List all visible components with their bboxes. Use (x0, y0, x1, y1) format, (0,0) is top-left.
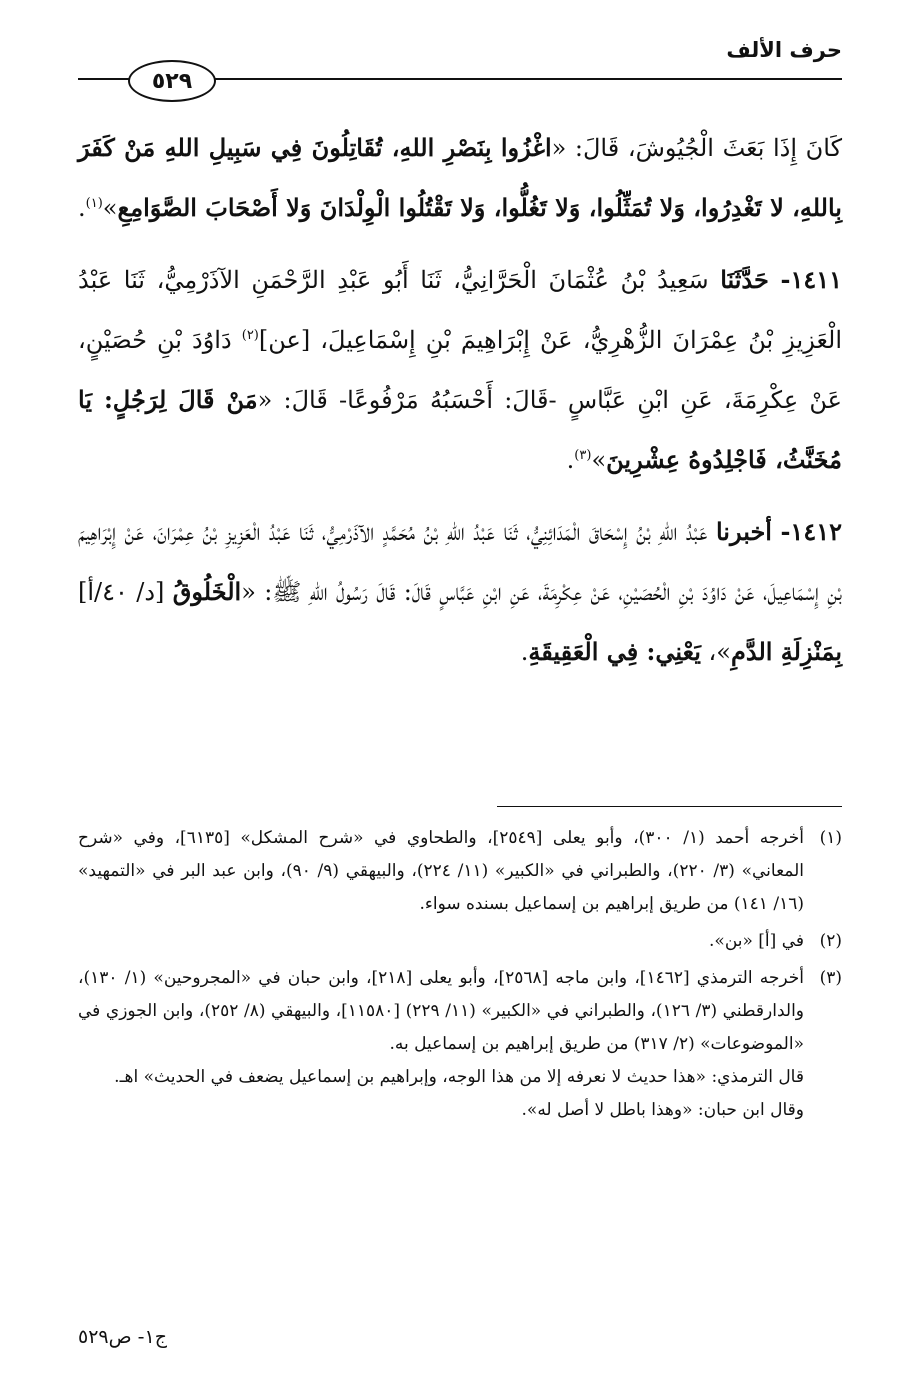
hadith-continuation (78, 118, 842, 238)
text-run: سَعِيدُ بْنُ عُثْمَانَ الْحَرَّانِيُّ، ثَنَا أَبُو عَبْدِ الرَّحْمَنِ الآذَرْمِيُّ، ثَنَا عَبْدُ الْعَزِيزِ بْنُ عِمْرَانَ الزُّهْرِيُّ، عَنْ إِبْرَاهِيمَ بْنِ إِسْمَاعِيلَ، [عن] (78, 266, 842, 354)
transmission-word: حَدَّثَنَا (720, 265, 769, 294)
footnote-ref-3: (٣) (574, 448, 592, 463)
text-run: » (591, 446, 607, 474)
footnote-text: وقال ابن حبان: «وهذا باطل لا أصل له». (521, 1100, 804, 1120)
footnote-body (78, 962, 804, 1127)
footnote-text: أخرجه أحمد (١/ ٣٠٠)، وأبو يعلى [٢٥٤٩]، والطحاوي في «شرح المشكل» [٦١٣٥]، وفي «شرح المعاني» (٣/ ٢٢٠)، والطبراني في «الكبير» (١١/ ٢٢٤)، والبيهقي (٩/ ٩٠)، وابن عبد البر في «التمهيد» (١٦/ ١٤١) من طريق إبراهيم بن إسماعيل بسنده سواء. (78, 828, 805, 914)
hadith-quote: اغْزُوا بِنَصْرِ اللهِ، تُقَاتِلُونَ فِي سَبِيلِ اللهِ مَنْ كَفَرَ بِاللهِ، لا تَغْدِرُوا، وَلا تُمَثِّلُوا، وَلا تَغُلُّوا، وَلا تَقْتُلُوا الْوِلْدَانَ وَلا أَصْحَابَ الصَّوَامِعِ (78, 133, 842, 222)
explanation: يَعْنِي: فِي الْعَقِيقَةِ (528, 637, 701, 666)
hadith-1411 (78, 250, 842, 490)
hadith-quote: الْخَلُوقُ (172, 577, 242, 606)
text-run: »، (700, 638, 731, 666)
running-header-title: حرف الألف (726, 38, 842, 62)
page-number: ٥٢٩ (128, 60, 216, 102)
text-run: . (520, 638, 529, 666)
footnote-marker: (٣) (819, 968, 842, 988)
footnote-marker: (٢) (819, 931, 842, 951)
volume-page-mark: ج١- ص٥٢٩ (78, 1326, 167, 1348)
footnote-marker: (١) (819, 828, 842, 848)
text-run: كَانَ إِذَا بَعَثَ الْجُيُوشَ، قَالَ: « (551, 134, 842, 162)
text-run: » (102, 194, 118, 222)
footnote-body (78, 822, 804, 921)
footnote-separator (497, 806, 842, 807)
footnote-body (78, 925, 804, 958)
hadith-number: ١٤١٢- (780, 517, 842, 546)
hadith-1412 (78, 502, 842, 682)
hadith-number: ١٤١١- (780, 265, 842, 294)
footnote-1 (78, 822, 842, 921)
text-run: . (77, 194, 86, 222)
hadith-quote: مَنْ قَالَ لِرَجُلٍ: يَا مُخَنَّثُ، فَاجْلِدُوهُ عِشْرِينَ (78, 385, 842, 474)
transmission-word: أخبرنا (715, 517, 772, 546)
manuscript-reference: [د/ ٤٠/أ] (78, 578, 173, 606)
footnote-ref-2: (٢) (241, 328, 259, 343)
footnote-2 (78, 925, 842, 958)
text-run: دَاوُدَ بْنِ حُصَيْنٍ، عَنْ عِكْرِمَةَ، عَنِ ابْنِ عَبَّاسٍ -قَالَ: أَحْسَبُهُ مَرْفُوعًا- قَالَ: « (78, 326, 842, 414)
footnote-ref-1: (١) (85, 196, 103, 211)
footnote-text: في [أ] «بن». (709, 931, 804, 951)
main-text (78, 118, 842, 694)
text-run: . (566, 446, 575, 474)
footnote-text: أخرجه الترمذي [١٤٦٢]، وابن ماجه [٢٥٦٨]، وأبو يعلى [٢١٨]، وابن حبان في «المجروحين» (١/ ١٣٠)، والدارقطني (٣/ ١٢٦)، والطبراني في «الكبير» (١١/ ٢٢٩) [١١٥٨٠]، والبيهقي (٨/ ٢٥٢)، وابن الجوزي في «الموضوعات» (٢/ ٣١٧) من طريق إبراهيم بن إسماعيل به. (78, 968, 805, 1054)
footnote-3 (78, 962, 842, 1127)
footnotes (78, 822, 842, 1131)
footnote-text: قال الترمذي: «هذا حديث لا نعرفه إلا من هذا الوجه، وإبراهيم بن إسماعيل يضعف في الحديث» اهـ. (114, 1067, 804, 1087)
text-run: عَبْدُ اللهِ بْنُ إِسْحَاقَ الْمَدَائِنِيُّ، ثَنَا عَبْدُ اللهِ بْنُ مُحَمَّدٍ الآذَرْمِيُّ، ثَنَا عَبْدُ الْعَزِيزِ بْنُ عِمْرَانَ، عَنْ إِبْرَاهِيمَ بْنِ إِسْمَاعِيلَ، عَنْ دَاوُدَ بْنِ الْحُصَيْنِ، عَنْ عِكْرِمَةَ، عَنِ ابْنِ عَبَّاسٍ قَالَ: قَالَ رَسُولُ اللهِ ﷺ: « (78, 518, 842, 606)
hadith-quote: بِمَنْزِلَةِ الدَّمِ (730, 637, 842, 666)
